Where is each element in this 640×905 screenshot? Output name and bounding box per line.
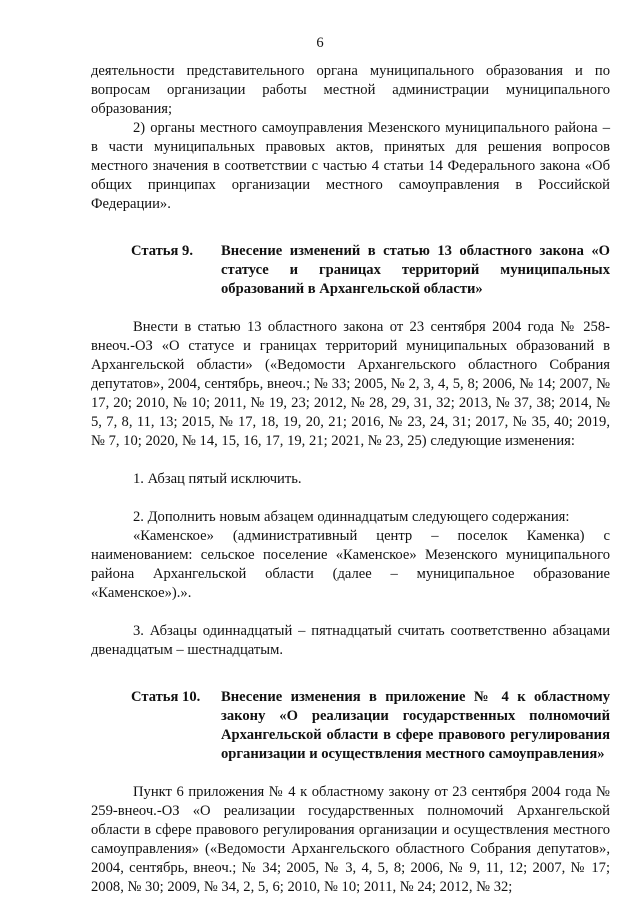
article-10-intro: Пункт 6 приложения № 4 к областному закону от 23 сентября 2004 года № 259-внеоч.-ОЗ «О реализации государственных полномочий Архангельской области в сфере правового регулирования организации и осуществления местного самоуправления» («Ведомости Архангельского областного Собрания депутатов», 2004, сентябрь, внеоч.; № 34; 2005, № 3, 4, 5, 8; 2006, № 9, 11, 12; 2007, № 17; 2008, № 30; 2009, № 34, 2, 5, 6; 2010, № 10; 2011, № 24; 2012, № 32; — [91, 784, 610, 895]
page-number: 6 — [316, 35, 324, 51]
article-9-heading — [91, 242, 610, 299]
article-9-label: Статья 9. — [131, 243, 193, 259]
list-item-2: 2) органы местного самоуправления Мезенского муниципального района – в части муниципальных правовых актов, принятых для решения вопросов местного значения в соответствии с частью 4 статьи 14 Федерального закона «Об общих принципах организации местного самоуправления в Российской Федерации». — [91, 120, 610, 212]
article-10-title: Внесение изменения в приложение № 4 к областному закону «О реализации государственных полномочий Архангельской области в сфере правового регулирования организации и осуществления местного самоуправления» — [221, 689, 610, 762]
article-10-heading — [91, 688, 610, 764]
article-9-point-1: 1. Абзац пятый исключить. — [133, 471, 302, 487]
article-9-quote: «Каменское» (административный центр – поселок Каменка) с наименованием: сельское поселение «Каменское» Мезенского муниципального района Архангельской области (далее – муниципальное образование «Каменское»).». — [91, 528, 610, 601]
article-9-intro: Внести в статью 13 областного закона от 23 сентября 2004 года № 258-внеоч.-ОЗ «О статусе и границах территорий муниципальных образований в Архангельской области» («Ведомости Архангельского областного Собрания депутатов», 2004, сентябрь, внеоч.; № 33; 2005, № 2, 3, 4, 5, 8; 2006, № 14; 2007, № 17, 20; 2010, № 10; 2011, № 19, 23; 2012, № 28, 29, 31, 32; 2013, № 37, 38; 2014, № 5, 7, 8, 11, 13; 2015, № 17, 18, 19, 20, 21; 2016, № 23, 24, 31; 2017, № 35, 40; 2019, № 7, 10; 2020, № 14, 15, 16, 17, 19, 21; 2021, № 23, 25) следующие изменения: — [91, 319, 610, 449]
article-9-point-3: 3. Абзацы одиннадцатый – пятнадцатый считать соответственно абзацами двенадцатым – шестнадцатым. — [91, 623, 610, 658]
article-9-title: Внесение изменений в статью 13 областного закона «О статусе и границах территорий муниципальных образований в Архангельской области» — [221, 243, 610, 297]
intro-continuation: деятельности представительного органа муниципального образования и по вопросам организации работы местной администрации муниципального образования; — [91, 63, 610, 117]
article-10-label: Статья 10. — [131, 689, 201, 705]
article-9-point-2: 2. Дополнить новым абзацем одиннадцатым следующего содержания: — [133, 509, 570, 525]
document-body — [91, 62, 610, 897]
